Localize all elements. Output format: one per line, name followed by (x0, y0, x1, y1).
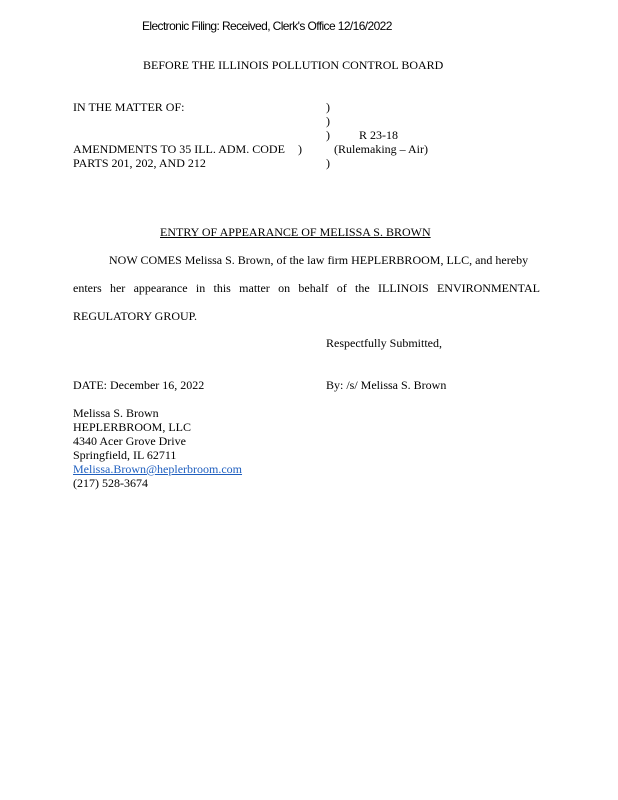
contact-street: 4340 Acer Grove Drive (73, 434, 186, 448)
board-heading: BEFORE THE ILLINOIS POLLUTION CONTROL BOARD (143, 58, 444, 72)
caption-paren: ) (298, 142, 302, 156)
contact-firm: HEPLERBROOM, LLC (73, 420, 192, 434)
caption-paren: ) (326, 100, 330, 114)
contact-name: Melissa S. Brown (73, 406, 159, 420)
date-line: DATE: December 16, 2022 (73, 378, 205, 392)
contact-email-link[interactable]: Melissa.Brown@heplerbroom.com (73, 462, 243, 476)
caption-paren: ) (326, 156, 330, 170)
body-line-1: NOW COMES Melissa S. Brown, of the law firm HEPLERBROOM, LLC, and hereby (109, 253, 529, 267)
matter-label: IN THE MATTER OF: (73, 100, 185, 114)
caption-paren: ) (326, 128, 330, 142)
body-line-3: REGULATORY GROUP. (73, 309, 198, 323)
contact-city: Springfield, IL 62711 (73, 448, 177, 462)
document-title: ENTRY OF APPEARANCE OF MELISSA S. BROWN (160, 225, 431, 239)
parts-line: PARTS 201, 202, AND 212 (73, 156, 206, 170)
amendments-line: AMENDMENTS TO 35 ILL. ADM. CODE (73, 142, 285, 156)
contact-phone: (217) 528-3674 (73, 476, 148, 490)
docket-number: R 23-18 (359, 128, 398, 142)
caption-paren: ) (326, 114, 330, 128)
filing-stamp: Electronic Filing: Received, Clerk's Office 12/16/2022 (142, 19, 392, 33)
body-line-2: enters her appearance in this matter on behalf of the ILLINOIS ENVIRONMENTAL (73, 281, 540, 295)
docket-type: (Rulemaking – Air) (334, 142, 428, 156)
closing-text: Respectfully Submitted, (326, 336, 442, 350)
signature-line: By: /s/ Melissa S. Brown (326, 378, 447, 392)
